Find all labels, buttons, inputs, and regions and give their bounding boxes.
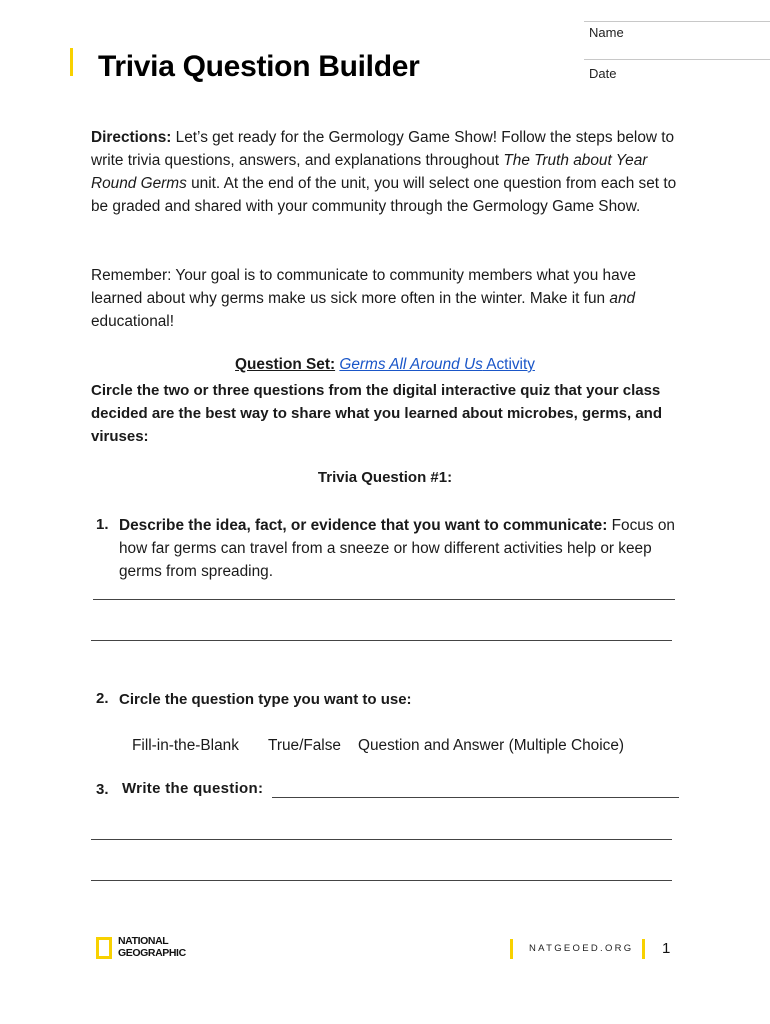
item-3-number: 3. [96,781,109,798]
item-1-detail: Focus on how far germs can travel from a sneeze or how different activities help or keep germs from spreading. [119,517,675,580]
remember-emphasis: and [609,290,636,307]
name-label: Name [589,25,624,40]
footer-url: NATGEOED.ORG [529,943,634,954]
footer-accent-bar-right [642,939,645,959]
item-1-number: 1. [96,516,109,533]
trivia-question-heading: Trivia Question #1: [317,469,453,486]
page-title: Trivia Question Builder [98,50,420,83]
remember-text-1: Remember: Your goal is to communicate to community members what you have learned about why germs make us sick more often in the winter. Make it fun [91,267,636,307]
item-1-text [119,514,689,583]
question-set-label: Question Set: [235,356,336,373]
page-number: 1 [662,940,671,957]
option-question-and-answer[interactable]: Question and Answer (Multiple Choice) [358,737,625,754]
question-line-inline[interactable] [272,797,679,798]
answer-line-1[interactable] [93,599,675,600]
item-3-text: Write the question: [122,780,264,797]
footer-accent-bar-left [510,939,513,959]
directions-label: Directions: [91,129,172,146]
directions-text-2: unit. At the end of the unit, you will select one question from each set to be graded and shared with your community through the Germology Game Show. [91,175,677,215]
option-fill-in-the-blank[interactable]: Fill-in-the-Blank [132,737,239,754]
germs-activity-link[interactable]: Germs All Around Us Activity [339,356,535,373]
date-label: Date [589,66,617,81]
remember-text-2: educational! [91,313,175,330]
unit-title: The Truth about Year Round Germs [91,152,648,192]
question-line-2[interactable] [91,839,672,840]
natgeo-logo-icon [96,937,112,959]
question-set-heading [0,356,770,374]
option-true-false[interactable]: True/False [268,737,341,754]
question-set-instruction: Circle the two or three questions from the digital interactive quiz that your class decided are the best way to share what you learned about microbes, germs, and viruses: [91,382,662,445]
item-1-bold: Describe the idea, fact, or evidence that you want to communicate: [119,517,608,534]
item-2-text: Circle the question type you want to use: [119,691,412,708]
date-field-line[interactable] [584,59,770,60]
answer-line-2[interactable] [91,640,672,641]
item-2-number: 2. [96,690,109,707]
natgeo-logo-text: NATIONAL GEOGRAPHIC [118,935,186,959]
directions-text-1: Let’s get ready for the Germology Game Show! Follow the steps below to write trivia questions, answers, and explanations throughout [91,129,675,169]
directions-paragraph [91,126,691,218]
title-accent-bar [70,48,73,76]
name-field-line[interactable] [584,21,770,22]
remember-paragraph [91,264,691,333]
question-line-3[interactable] [91,880,672,881]
